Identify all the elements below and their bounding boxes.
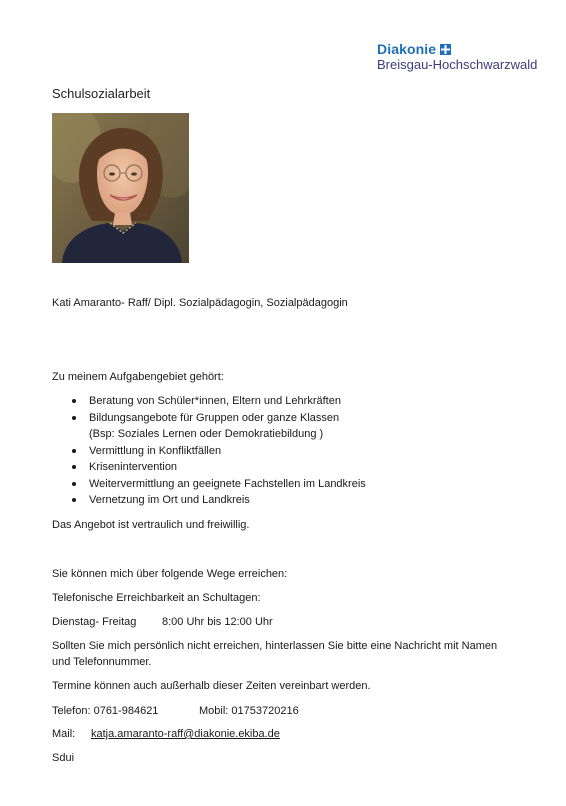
- phone-hours-label: Telefonische Erreichbarkeit an Schultagen:: [52, 592, 261, 604]
- mail-label: Mail:: [52, 728, 76, 740]
- person-name-line: Kati Amaranto- Raff/ Dipl. Sozialpädagogin, Sozialpädagogin: [52, 297, 348, 309]
- list-item: Beratung von Schüler*innen, Eltern und Lehrkräften: [52, 393, 366, 410]
- confidential-note: Das Angebot ist vertraulich und freiwillig.: [52, 519, 250, 531]
- message-note-line1: Sollten Sie mich persönlich nicht erreichen, hinterlassen Sie bitte eine Nachricht mit Namen: [52, 640, 498, 652]
- portrait-illustration: [52, 113, 189, 263]
- diakonie-logo: [377, 41, 552, 72]
- list-item: Krisenintervention: [52, 459, 366, 476]
- mobile-number: Mobil: 01753720216: [199, 705, 299, 717]
- logo-brand: Diakonie: [377, 41, 437, 57]
- office-hours: 8:00 Uhr bis 12:00 Uhr: [162, 616, 273, 628]
- contact-intro: Sie können mich über folgende Wege erreichen:: [52, 568, 288, 580]
- list-item: Vermittlung in Konfliktfällen: [52, 443, 366, 460]
- tasks-intro: Zu meinem Aufgabengebiet gehört:: [52, 371, 224, 383]
- list-item: Vernetzung im Ort und Landkreis: [52, 492, 366, 509]
- signature: Sdui: [52, 752, 75, 764]
- message-note-line2: und Telefonnummer.: [52, 656, 152, 668]
- diakonie-cross-icon: [440, 44, 451, 55]
- phone-number: Telefon: 0761-984621: [52, 705, 159, 717]
- portrait-photo: [52, 113, 189, 263]
- appointments-note: Termine können auch außerhalb dieser Zeiten vereinbart werden.: [52, 680, 371, 692]
- logo-region: Breisgau-Hochschwarzwald: [377, 57, 538, 72]
- office-days: Dienstag- Freitag: [52, 616, 137, 628]
- list-item-note: (Bsp: Soziales Lernen oder Demokratiebildung ): [89, 428, 324, 440]
- list-item: Bildungsangebote für Gruppen oder ganze Klassen (Bsp: Soziales Lernen oder Demokratiebildung ): [52, 410, 366, 443]
- email-link[interactable]: katja.amaranto-raff@diakonie.ekiba.de: [91, 728, 280, 740]
- tasks-list: [52, 393, 366, 509]
- page-title: Schulsozialarbeit: [52, 86, 151, 101]
- list-item: Weitervermittlung an geeignete Fachstellen im Landkreis: [52, 476, 366, 493]
